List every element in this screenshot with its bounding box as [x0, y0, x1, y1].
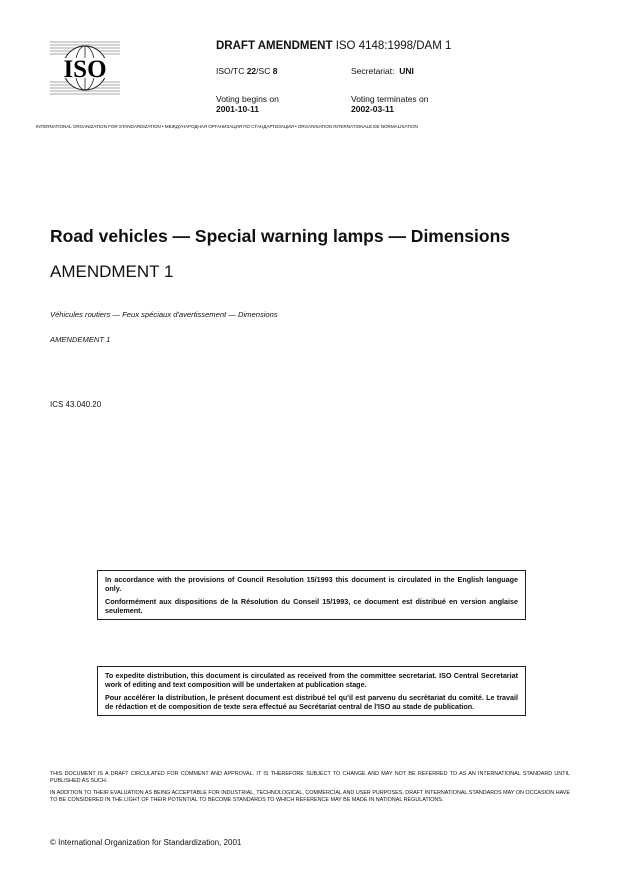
language-notice-box	[97, 570, 526, 620]
copyright: © International Organization for Standardization, 2001	[50, 838, 242, 847]
organization-line: INTERNATIONAL ORGANIZATION FOR STANDARDIZATION • МЕЖДУНАРОДНАЯ ОРГАНИЗАЦИЯ ПО СТАНДАРТИЗАЦИИ • ORGANISATION INTERNATIONALE DE NORMALISATION	[36, 124, 418, 129]
draft-disclaimer: THIS DOCUMENT IS A DRAFT CIRCULATED FOR COMMENT AND APPROVAL. IT IS THEREFORE SUBJECT TO CHANGE AND MAY NOT BE REFERRED TO AS AN INTERNATIONAL STANDARD UNTIL PUBLISHED AS SUCH.	[50, 771, 570, 784]
voting-begins: Voting begins on 2001-10-11	[216, 94, 279, 114]
notice-en: In accordance with the provisions of Council Resolution 15/1993 this document is circulated in the English language only.	[105, 575, 518, 593]
french-title: Véhicules routiers — Feux spéciaux d'avertissement — Dimensions	[50, 310, 278, 319]
voting-terminates: Voting terminates on 2002-03-11	[351, 94, 429, 114]
svg-text:ISO: ISO	[63, 56, 107, 83]
notice-en: To expedite distribution, this document is circulated as received from the committee secretariat. ISO Central Secretariat work of editing and text composition will be undertaken at publication stage.	[105, 671, 518, 689]
secretariat: Secretariat: UNI	[351, 66, 414, 76]
notice-fr: Conformément aux dispositions de la Résolution du Conseil 15/1993, ce document est distribué en version anglaise seulement.	[105, 597, 518, 615]
ics-code: ICS 43.040.20	[50, 400, 102, 409]
amendment-title: AMENDMENT 1	[50, 262, 174, 281]
regulation-disclaimer: IN ADDITION TO THEIR EVALUATION AS BEING ACCEPTABLE FOR INDUSTRIAL, TECHNOLOGICAL, COMMERCIAL AND USER PURPOSES, DRAFT INTERNATIONAL STANDARDS MAY ON OCCASION HAVE TO BE CONSIDERED IN THE LIGHT OF THEIR POTENTIAL TO BECOME STANDARDS TO WHICH REFERENCE MAY BE MADE IN NATIONAL REGULATIONS.	[50, 790, 570, 803]
french-amendment: AMENDEMENT 1	[50, 335, 111, 344]
document-designation: DRAFT AMENDMENT ISO 4148:1998/DAM 1	[216, 40, 452, 52]
document-title: Road vehicles — Special warning lamps — Dimensions	[50, 226, 510, 246]
distribution-notice-box	[97, 666, 526, 716]
committee: ISO/TC 22/SC 8	[216, 66, 278, 76]
notice-fr: Pour accélérer la distribution, le présent document est distribué tel qu'il est parvenu du secrétariat du comité. Le travail de rédaction et de composition de texte sera effectué au Secrétariat central de l'ISO au stade de publication.	[105, 693, 518, 711]
iso-logo	[50, 40, 120, 96]
